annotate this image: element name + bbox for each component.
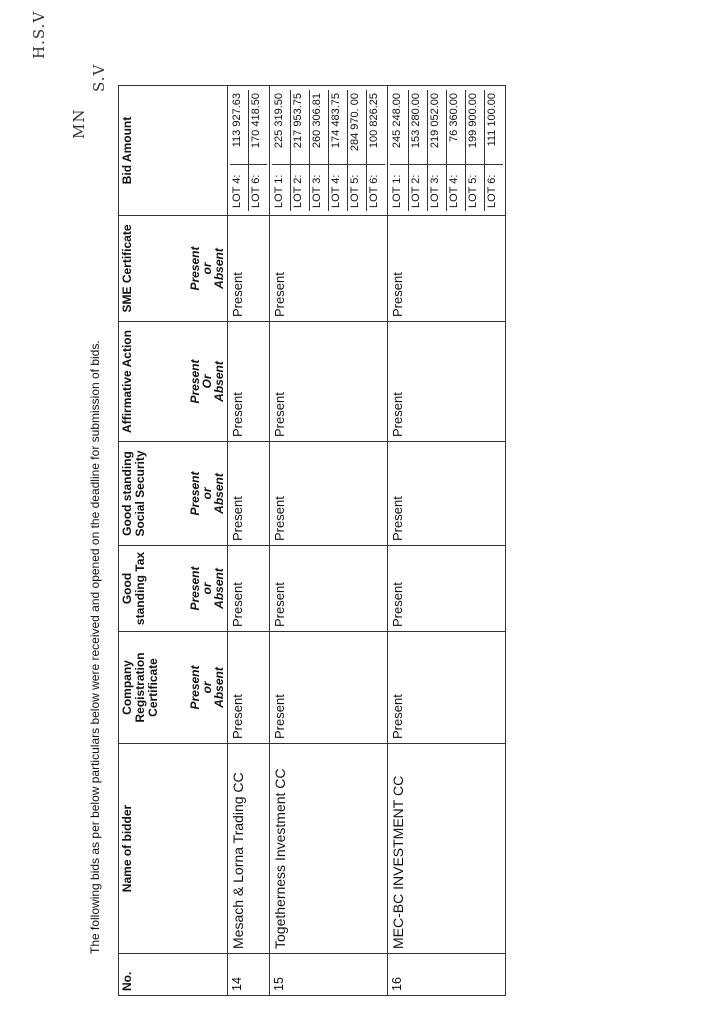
- lot-list: [390, 90, 503, 211]
- social-status: Present: [270, 442, 388, 546]
- lot-row: [409, 90, 428, 211]
- tax-status: Present: [270, 546, 388, 632]
- table-row: [388, 86, 506, 996]
- lot-label: LOT 4:: [230, 165, 249, 212]
- lot-label: LOT 6:: [367, 165, 386, 212]
- lot-label: LOT 4:: [447, 165, 466, 212]
- header-sub: Present or Absent: [188, 471, 226, 516]
- lot-amount: 76 360.00: [447, 90, 466, 165]
- lot-row: [249, 90, 268, 211]
- tax-status: Present: [388, 546, 506, 632]
- header-tax: Good standing Tax Present or Absent: [119, 546, 228, 632]
- handwritten-initials: S.V: [90, 63, 108, 92]
- affirmative-status: Present: [270, 322, 388, 442]
- header-no: No.: [119, 954, 228, 996]
- header-bid-amount: Bid Amount: [119, 86, 228, 216]
- table-row: [270, 86, 388, 996]
- lot-label: LOT 1:: [272, 165, 291, 212]
- lot-amount: 219 052.00: [428, 90, 447, 165]
- lot-row: [447, 90, 466, 211]
- sme-status: Present: [388, 216, 506, 322]
- sme-status: Present: [228, 216, 270, 322]
- lot-list: [230, 90, 267, 211]
- bidder-no: 16: [388, 954, 506, 996]
- lot-amount: 225 319.50: [272, 90, 291, 165]
- company-reg-status: Present: [228, 632, 270, 744]
- lot-row: [485, 90, 504, 211]
- lot-amount: 284 970. 00: [348, 90, 367, 165]
- bidder-no: 14: [228, 954, 270, 996]
- tax-status: Present: [228, 546, 270, 632]
- handwritten-initials: H.S.V: [30, 10, 48, 59]
- lot-label: LOT 2:: [291, 165, 310, 212]
- lot-amount: 153 280.00: [409, 90, 428, 165]
- lot-row: [348, 90, 367, 211]
- lot-list: [272, 90, 385, 211]
- header-row: [119, 86, 228, 996]
- header-name: Name of bidder: [119, 744, 228, 954]
- lot-label: LOT 3:: [310, 165, 329, 212]
- social-status: Present: [388, 442, 506, 546]
- lot-label: LOT 3:: [428, 165, 447, 212]
- lot-row: [310, 90, 329, 211]
- header-sub: Present Or Absent: [188, 359, 226, 404]
- lot-amount: 170 418.50: [250, 93, 262, 149]
- lot-label: LOT 4:: [329, 165, 348, 212]
- bidder-name: Mesach & Lorna Trading CC: [228, 744, 270, 954]
- lot-row: [390, 90, 409, 211]
- bid-amount-cell: [228, 86, 270, 216]
- table-row: [228, 86, 270, 996]
- header-sub: Present or Absent: [188, 246, 226, 291]
- lot-amount: 100 826.25: [368, 93, 380, 149]
- lot-amount: 260 306.81: [310, 90, 329, 165]
- lot-row: [272, 90, 291, 211]
- header-company-reg: Company Registration Certificate Present or Absent: [119, 632, 228, 744]
- lot-amount: 245 248.00: [390, 90, 409, 165]
- header-sub: Present or Absent: [188, 566, 226, 611]
- lot-row: [466, 90, 485, 211]
- company-reg-status: Present: [270, 632, 388, 744]
- lot-label: LOT 6:: [249, 165, 268, 212]
- lot-row: [291, 90, 310, 211]
- bid-amount-cell: [388, 86, 506, 216]
- intro-text: The following bids as per below particulars below were received and opened on the deadline for submission of bids.: [88, 340, 102, 954]
- lot-row: [367, 90, 386, 211]
- lot-amount: 199 900.00: [466, 90, 485, 165]
- affirmative-status: Present: [228, 322, 270, 442]
- company-reg-status: Present: [388, 632, 506, 744]
- bidder-name: Togetherness Investment CC: [270, 744, 388, 954]
- header-social: Good standing Social Security Present or Absent: [119, 442, 228, 546]
- header-affirmative: Affirmative Action Present Or Absent: [119, 322, 228, 442]
- header-sme: SME Certificate Present or Absent: [119, 216, 228, 322]
- lot-row: [329, 90, 348, 211]
- lot-label: LOT 5:: [466, 165, 485, 212]
- lot-row: [428, 90, 447, 211]
- bidder-name: MEC-BC INVESTMENT CC: [388, 744, 506, 954]
- bid-amount-cell: [270, 86, 388, 216]
- bidder-no: 15: [270, 954, 388, 996]
- lot-label: LOT 6:: [485, 165, 504, 212]
- lot-label: LOT 1:: [390, 165, 409, 212]
- handwritten-initials: MN: [70, 108, 88, 139]
- header-sub: Present or Absent: [188, 665, 226, 710]
- social-status: Present: [228, 442, 270, 546]
- lot-amount: 217 953.75: [291, 90, 310, 165]
- lot-amount: 111 100.00: [486, 93, 498, 147]
- lot-label: LOT 5:: [348, 165, 367, 212]
- affirmative-status: Present: [388, 322, 506, 442]
- lot-amount: 174 483.75: [329, 90, 348, 165]
- lot-label: LOT 2:: [409, 165, 428, 212]
- bids-table: [118, 85, 506, 996]
- lot-row: [230, 90, 249, 211]
- lot-amount: 113 927.63: [230, 90, 249, 165]
- sme-status: Present: [270, 216, 388, 322]
